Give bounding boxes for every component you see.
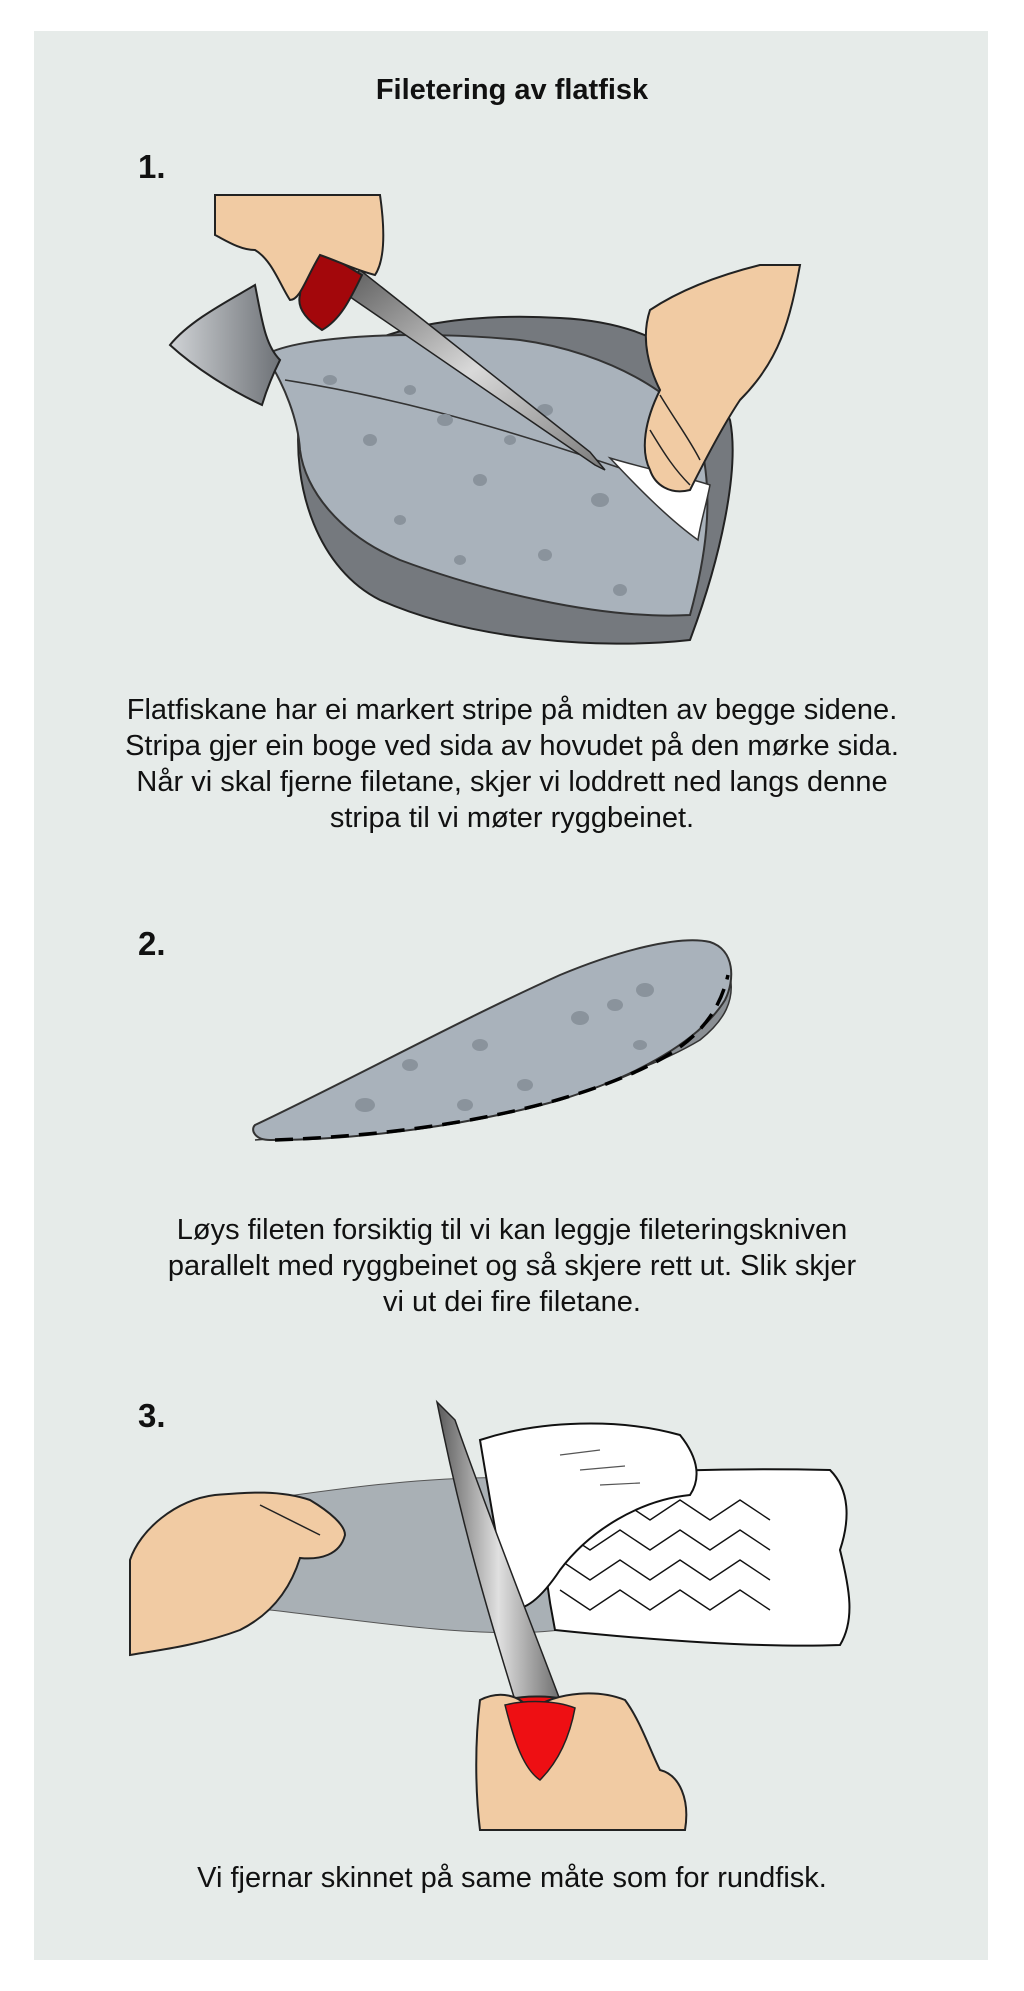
step-1-illustration	[0, 180, 1024, 660]
fillet-body	[253, 940, 731, 1140]
step-3-description	[60, 1860, 964, 1896]
step-1-description	[60, 692, 964, 836]
step-1-line: Flatfiskane har ei markert stripe på midten av begge sidene.	[126, 694, 898, 726]
step-1-line: Stripa gjer ein boge ved sida av hovudet på den mørke sida.	[125, 730, 899, 762]
step-2-description	[60, 1212, 964, 1320]
step-2-line: parallelt med ryggbeinet og så skjere rett ut. Slik skjer	[167, 1250, 857, 1282]
step-1-number: 1.	[138, 148, 166, 185]
step-2-line: vi ut dei fire filetane.	[383, 1286, 641, 1318]
step-2-illustration	[0, 930, 1024, 1170]
step-3-number: 3.	[138, 1397, 166, 1434]
step-3-line: Vi fjernar skinnet på same måte som for rundfisk.	[197, 1862, 827, 1894]
page-title: Filetering av flatfisk	[375, 74, 649, 106]
step-2-number: 2.	[138, 925, 166, 962]
step-3-illustration	[0, 1390, 1024, 1850]
fish-tail	[170, 285, 280, 405]
step-2-line: Løys fileten forsiktig til vi kan leggje fileteringskniven	[176, 1214, 848, 1246]
step-1-line: stripa til vi møter ryggbeinet.	[329, 802, 695, 834]
step-1-line: Når vi skal fjerne filetane, skjer vi loddrett ned langs denne	[136, 766, 888, 798]
